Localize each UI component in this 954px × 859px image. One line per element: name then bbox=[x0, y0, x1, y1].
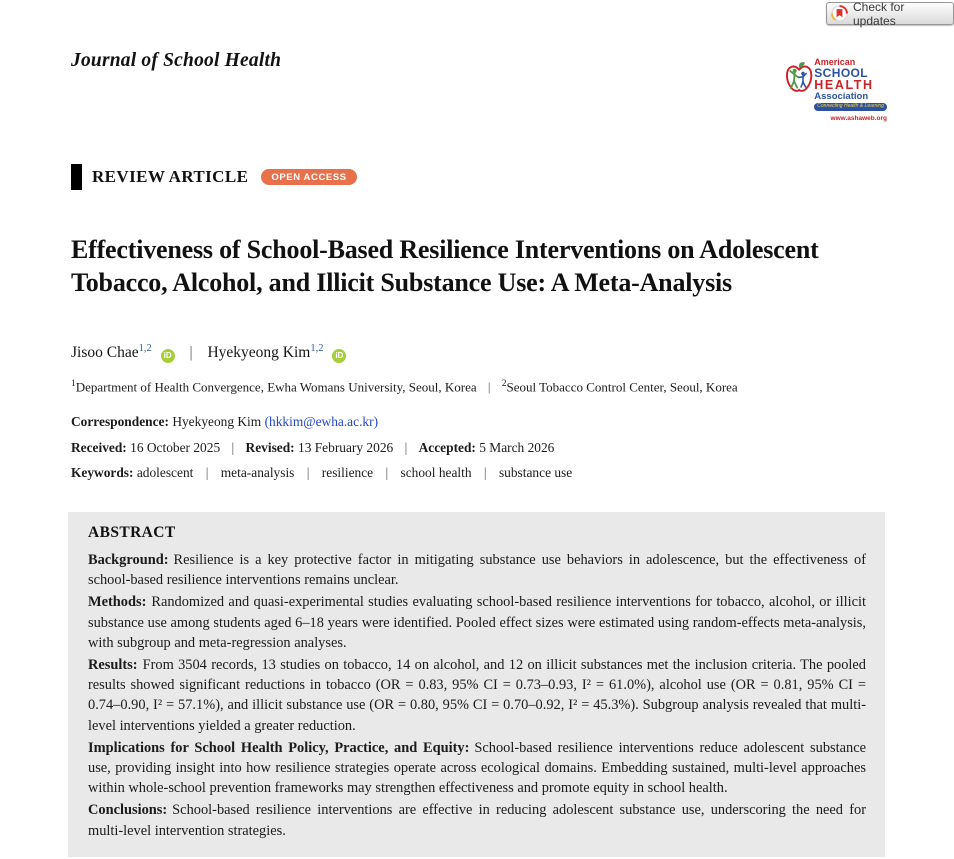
author-affiliation-refs: 1,2 bbox=[310, 343, 324, 354]
logo-line-american: American bbox=[814, 57, 856, 67]
separator: | bbox=[205, 465, 209, 480]
paren: ) bbox=[373, 414, 379, 429]
article-title: Effectiveness of School-Based Resilience Interventions on Adolescent Tobacco, Alcohol, and Illicit Substance Use: A Meta-Analysis bbox=[71, 235, 819, 297]
abstract-section-text: From 3504 records, 13 studies on tobacco, 14 on alcohol, and 12 on illicit substances met the inclusion criteria. The pooled results showed significant reductions in tobacco (OR = 0.83, 95% CI = 0.73–0.93, I² = 61.0%), alcohol use (OR = 0.81, 95% CI = 0.74–0.90, I² = 57.1%), and illicit substance use (OR = 0.80, 95% CI = 0.70–0.92, I² = 45.3%). Subgroup analysis revealed that multi-level interventions yielded a greater reduction. bbox=[88, 657, 866, 734]
correspondence-line bbox=[71, 414, 378, 430]
keyword: resilience bbox=[321, 465, 374, 480]
keywords-label: Keywords: bbox=[71, 465, 134, 480]
abstract-section-label: Methods: bbox=[88, 594, 147, 611]
separator: | bbox=[487, 379, 491, 395]
keyword: adolescent bbox=[136, 465, 194, 480]
received-label: Received: bbox=[71, 440, 127, 455]
orcid-icon[interactable]: iD bbox=[332, 349, 346, 363]
keyword: school health bbox=[400, 465, 472, 480]
crossmark-icon bbox=[831, 5, 848, 22]
article-history-line bbox=[71, 440, 554, 456]
abstract-section-label: Conclusions: bbox=[88, 802, 168, 819]
separator: | bbox=[385, 465, 389, 480]
journal-title: Journal of School Health bbox=[71, 50, 282, 71]
abstract-section-implications bbox=[88, 738, 866, 799]
affiliation-text: Department of Health Convergence, Ewha Womans University, Seoul, Korea bbox=[75, 379, 477, 395]
separator: | bbox=[306, 465, 310, 480]
paren: ( bbox=[264, 414, 270, 429]
affiliation-ref: 2 bbox=[501, 379, 507, 389]
separator: | bbox=[483, 465, 487, 480]
logo-website: www.ashaweb.org bbox=[830, 114, 887, 122]
accepted-date: 5 March 2026 bbox=[479, 440, 555, 455]
open-access-badge: OPEN ACCESS bbox=[261, 169, 356, 185]
abstract-section-background bbox=[88, 550, 866, 590]
affiliation-text: Seoul Tobacco Control Center, Seoul, Korea bbox=[506, 379, 738, 395]
check-for-updates-button[interactable] bbox=[826, 0, 954, 28]
logo-line-health: HEALTH bbox=[814, 78, 874, 93]
correspondence-name: Hyekyeong Kim bbox=[172, 414, 262, 429]
logo-line-school: SCHOOL bbox=[814, 66, 869, 81]
affiliation-ref: 1 bbox=[71, 379, 76, 389]
abstract-box bbox=[68, 512, 885, 857]
abstract-section-conclusions bbox=[88, 800, 866, 840]
abstract-section-results bbox=[88, 655, 866, 736]
logo-tagline: Connecting Health & Learning bbox=[814, 103, 887, 111]
asha-apple-icon bbox=[785, 54, 813, 102]
article-type-bar bbox=[71, 164, 82, 190]
logo-line-association: Association bbox=[814, 91, 869, 103]
abstract-heading: ABSTRACT bbox=[88, 524, 176, 541]
orcid-icon[interactable]: iD bbox=[161, 349, 175, 363]
separator: | bbox=[189, 344, 193, 362]
asha-logo-text bbox=[814, 54, 887, 111]
abstract-section-label: Implications for School Health Policy, Practice, and Equity: bbox=[88, 739, 470, 756]
affiliation-line bbox=[71, 379, 738, 395]
abstract-section-text: Resilience is a key protective factor in mitigating substance use behaviors in adolescence, but the effectiveness of school-based resilience interventions remains unclear. bbox=[88, 552, 866, 589]
keywords-line bbox=[71, 465, 572, 481]
author-name: Jisoo Chae bbox=[71, 344, 139, 362]
revised-date: 13 February 2026 bbox=[298, 440, 394, 455]
author-name: Hyekyeong Kim bbox=[207, 344, 311, 362]
accepted-label: Accepted: bbox=[418, 440, 476, 455]
revised-label: Revised: bbox=[245, 440, 295, 455]
abstract-section-methods bbox=[88, 592, 866, 653]
abstract-section-text: School-based resilience interventions are effective in reducing adolescent substance use, underscoring the need for multi-level intervention strategies. bbox=[88, 802, 866, 839]
received-date: 16 October 2025 bbox=[130, 440, 221, 455]
article-type-label: REVIEW ARTICLE bbox=[92, 167, 249, 186]
abstract-section-label: Background: bbox=[88, 552, 169, 568]
author-line bbox=[71, 343, 346, 363]
abstract-section-text: School-based resilience interventions reduce adolescent substance use, providing insight into how resilience strategies operate across ecological domains. Embedding sustained, multi-level approaches within whole-school prevention frameworks may strengthen effectiveness and promote equity in school health. bbox=[88, 739, 866, 797]
author-affiliation-refs: 1,2 bbox=[138, 343, 152, 354]
correspondence-label: Correspondence: bbox=[71, 414, 169, 429]
abstract-section-label: Results: bbox=[88, 657, 138, 674]
keyword: meta-analysis bbox=[220, 465, 295, 480]
asha-logo bbox=[785, 54, 887, 122]
article-type-row bbox=[71, 164, 357, 190]
abstract-section-text: Randomized and quasi-experimental studies evaluating school-based resilience interventions for tobacco, alcohol, or illicit substance use among students aged 6–18 years were identified. Pooled effect sizes were estimated using random-effects meta-analysis, with subgroup and meta-regression analyses. bbox=[88, 594, 866, 651]
correspondence-email-link[interactable]: hkkim@ewha.ac.kr bbox=[269, 414, 374, 429]
keyword: substance use bbox=[498, 465, 573, 480]
separator: | bbox=[404, 440, 408, 455]
separator: | bbox=[231, 440, 235, 455]
check-for-updates-label: Check for updates bbox=[853, 0, 905, 28]
